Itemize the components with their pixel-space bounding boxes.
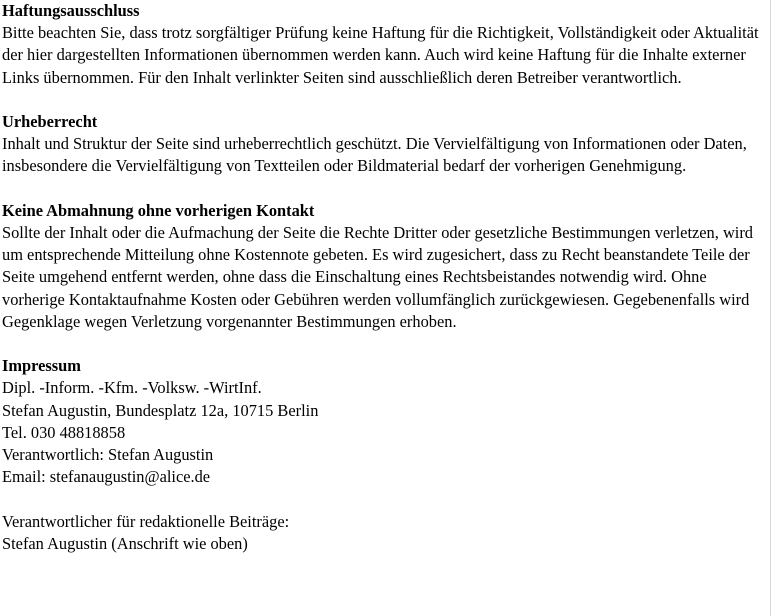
- imprint-phone-line: Tel. 030 48818858: [2, 422, 126, 442]
- editorial-responsible-label: Verantwortlicher für redaktionelle Beiträge:: [2, 511, 290, 531]
- disclaimer-text: Bitte beachten Sie, dass trotz sorgfältiger Prüfung keine Haftung für die Richtigkeit, Vollständigkeit oder Aktualität der hier dargestellten Informationen übernommen werden kann. Auch wird keine Haftung für die Inhalte externer Links übernommen. Für den Inhalt verlinkter Seiten sind ausschließlich deren Betreiber verantwortlich.: [2, 23, 759, 87]
- imprint-heading: Impressum: [2, 356, 81, 376]
- imprint-spacer: [2, 488, 768, 510]
- disclaimer-section: [2, 0, 768, 89]
- legal-notice-page: [2, 0, 768, 577]
- no-warning-heading: Keine Abmahnung ohne vorherigen Kontakt: [2, 200, 315, 220]
- no-warning-text: Sollte der Inhalt oder die Aufmachung der Seite die Rechte Dritter oder gesetzliche Bestimmungen verletzen, wird um entsprechende Mitteilung ohne Kostennote gebeten. Es wird zugesichert, dass zu Recht beanstandete Teile der Seite umgehend entfernt werden, ohne dass die Einschaltung eines Rechtsbeistandes notwendig wird. Ohne vorherige Kontaktaufnahme Kosten oder Gebühren werden vollumfänglich zurückgewiesen. Gegebenenfalls wird Gegenklage wegen Verletzung vorgenannter Bestimmungen erhoben.: [2, 223, 753, 331]
- no-warning-section: [2, 200, 768, 333]
- imprint-section: [2, 355, 768, 555]
- copyright-text: Inhalt und Struktur der Seite sind urheberrechtlich geschützt. Die Vervielfältigung von Informationen oder Daten, insbesondere die Vervielfältigung von Textteilen oder Bildmaterial bedarf der vorherigen Genehmigung.: [2, 134, 747, 176]
- disclaimer-heading: Haftungsausschluss: [2, 1, 140, 20]
- imprint-address-line: Stefan Augustin, Bundesplatz 12a, 10715 Berlin: [2, 400, 319, 420]
- imprint-title-line: Dipl. -Inform. -Kfm. -Volksw. -WirtInf.: [2, 378, 262, 398]
- editorial-responsible-name: Stefan Augustin (Anschrift wie oben): [2, 533, 248, 553]
- copyright-section: [2, 111, 768, 178]
- imprint-email-line: Email: stefanaugustin@alice.de: [2, 467, 211, 487]
- imprint-responsible-line: Verantwortlich: Stefan Augustin: [2, 445, 214, 465]
- copyright-heading: Urheberrecht: [2, 112, 98, 131]
